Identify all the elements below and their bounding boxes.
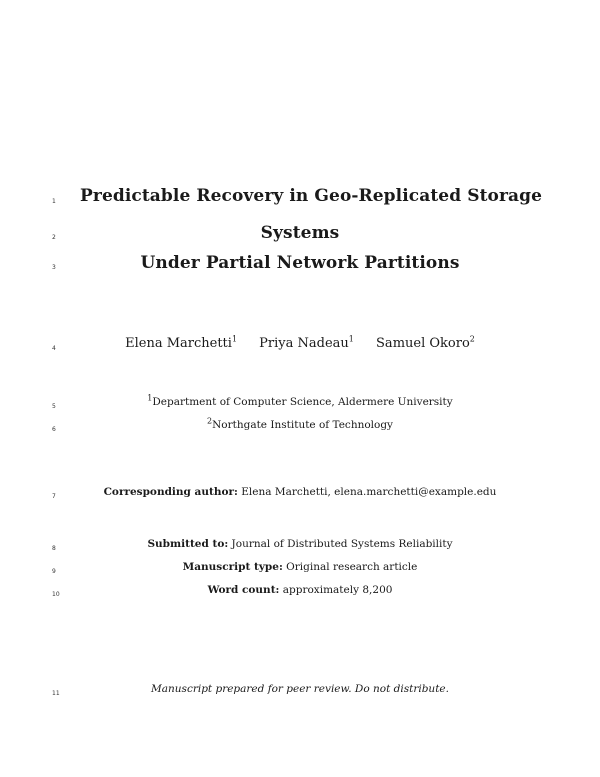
line-number: 1 [52,198,56,205]
author-name: Priya Nadeau [259,336,349,351]
submitted-to [80,538,520,550]
affiliation-mark: 2 [469,334,475,344]
corresponding-author-label: Corresponding author: [103,486,238,498]
author-list [80,336,520,351]
line-number: 11 [52,690,60,697]
title-line-3: Under Partial Network Partitions [140,253,460,273]
word-count-label: Word count: [207,584,280,596]
affiliation-text: Northgate Institute of Technology [212,419,393,431]
review-notice: Manuscript prepared for peer review. Do not distribute. [151,683,449,695]
author-2 [259,336,354,351]
manuscript-type-value: Original research article [286,561,418,573]
line-number: 10 [52,591,60,598]
affiliation-text: Department of Computer Science, Aldermere University [152,396,453,408]
word-count [80,584,520,596]
line-number: 8 [52,545,56,552]
line-number: 2 [52,234,56,241]
word-count-value: approximately 8,200 [282,584,393,596]
submitted-to-label: Submitted to: [147,538,229,550]
author-name: Elena Marchetti [125,336,232,351]
line-number: 6 [52,426,56,433]
submitted-to-value: Journal of Distributed Systems Reliability [231,538,453,550]
affiliation-1 [80,393,520,408]
line-number: 3 [52,264,56,271]
manuscript-type-label: Manuscript type: [182,561,283,573]
title-line-2: Systems [260,223,340,243]
author-1 [125,336,237,351]
manuscript-type [80,561,520,573]
affiliation-mark: 1 [231,334,238,344]
corresponding-author [80,486,520,498]
author-name: Samuel Okoro [376,336,470,351]
line-number: 9 [52,568,56,575]
affiliation-2 [80,416,520,431]
affiliation-mark: 1 [147,393,153,403]
title-line-1: Predictable Recovery in Geo-Replicated Storage [80,186,543,206]
affiliation-mark: 1 [348,334,354,344]
line-number: 5 [52,403,56,410]
affiliation-mark: 2 [207,416,213,426]
line-number: 4 [52,345,56,352]
author-3 [376,336,475,351]
corresponding-author-value: Elena Marchetti, elena.marchetti@example.edu [241,486,497,498]
line-number: 7 [52,493,56,500]
